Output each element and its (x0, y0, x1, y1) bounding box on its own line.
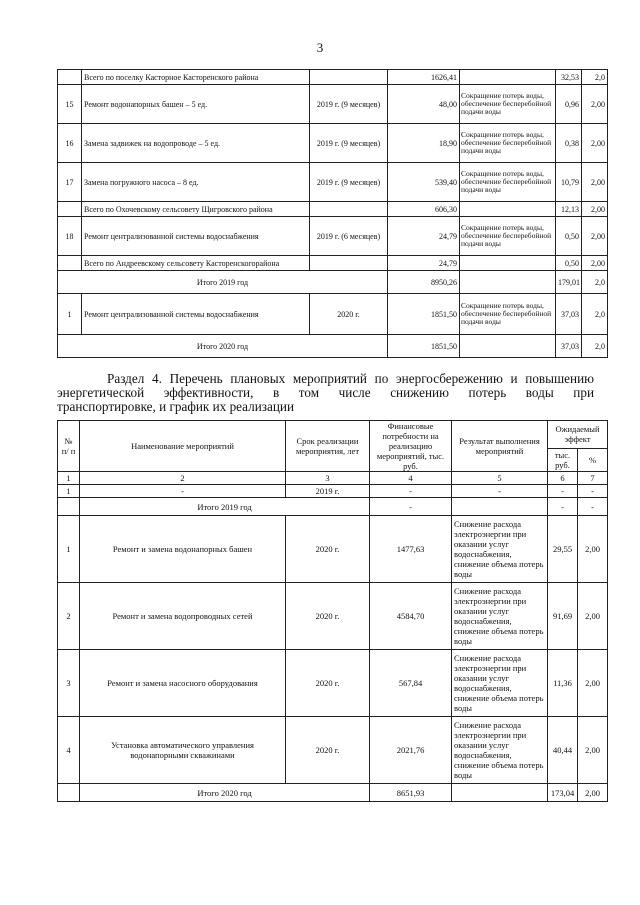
effect-pct-cell: 2,00 (578, 583, 608, 650)
row-number-cell: 1 (58, 485, 80, 498)
row-number-cell: 18 (58, 217, 82, 256)
term-cell (310, 202, 388, 217)
row-number-cell: 16 (58, 124, 82, 163)
table-row (58, 516, 608, 583)
effect-tys-cell: 32,53 (556, 70, 582, 85)
effect-tys-cell: 173,04 (548, 784, 578, 802)
result-cell (460, 256, 556, 271)
effect-pct-cell: 2,00 (578, 516, 608, 583)
cost-cell: 1851,50 (388, 294, 460, 335)
effect-pct-cell: 2,00 (582, 85, 608, 124)
row-number-cell: 3 (58, 650, 80, 717)
cost-cell: 24,79 (388, 256, 460, 271)
effect-pct-cell: - (578, 485, 608, 498)
header-pct: % (578, 448, 608, 471)
section-heading-line: энергетической эффективности, в том числе снижению потерь воды при (57, 385, 594, 400)
table-row (58, 485, 608, 498)
column-number-cell: 5 (452, 472, 548, 485)
result-cell (460, 202, 556, 217)
measure-name-cell: Ремонт и замена насосного оборудования (80, 650, 286, 717)
measure-name-cell: Ремонт и замена водонапорных башен (80, 516, 286, 583)
header-cost: Финансовые потребности на реализацию мероприятий, тыс. руб. (370, 421, 452, 472)
effect-pct-cell: 2,00 (582, 202, 608, 217)
cost-cell: 567,84 (370, 650, 452, 717)
effect-pct-cell: 2,00 (582, 124, 608, 163)
energy-saving-measures-table (57, 420, 608, 802)
result-cell: Сокращение потерь воды, обеспечение бесперебойной подачи воды (460, 163, 556, 202)
measure-name-cell: Ремонт централизованной системы водоснабжения (82, 294, 310, 335)
effect-tys-cell: 0,50 (556, 217, 582, 256)
section-heading-line: транспортировке, и график их реализации (57, 399, 295, 414)
row-number-cell (58, 498, 80, 516)
term-cell: 2019 г. (9 месяцев) (310, 163, 388, 202)
table-row (58, 70, 608, 85)
table-row (58, 85, 608, 124)
effect-tys-cell: 12,13 (556, 202, 582, 217)
row-number-cell: 1 (58, 516, 80, 583)
column-number-cell: 1 (58, 472, 80, 485)
effect-tys-cell: 179,01 (556, 271, 582, 294)
table-row (58, 717, 608, 784)
row-number-cell: 4 (58, 717, 80, 784)
effect-tys-cell: 11,36 (548, 650, 578, 717)
effect-pct-cell: 2,00 (582, 217, 608, 256)
table-row (58, 335, 608, 358)
table-row (58, 202, 608, 217)
table-row (58, 784, 608, 802)
result-cell (452, 498, 548, 516)
effect-pct-cell: 2,00 (582, 256, 608, 271)
effect-tys-cell: 10,79 (556, 163, 582, 202)
total-label: Итого 2020 год (80, 784, 370, 802)
term-cell: 2020 г. (310, 294, 388, 335)
column-number-cell: 6 (548, 472, 578, 485)
header-term: Срок реализации мероприятия, лет (286, 421, 370, 472)
table-row (58, 217, 608, 256)
effect-pct-cell: 2,0 (582, 70, 608, 85)
table-row (58, 294, 608, 335)
total-label: Итого 2019 год (58, 271, 388, 294)
row-number-cell: 1 (58, 294, 82, 335)
effect-tys-cell: 40,44 (548, 717, 578, 784)
cost-cell: 48,00 (388, 85, 460, 124)
effect-tys-cell: 37,03 (556, 294, 582, 335)
column-number-cell: 4 (370, 472, 452, 485)
column-number-cell: 7 (578, 472, 608, 485)
row-number-cell: 2 (58, 583, 80, 650)
result-cell: Снижение расхода электроэнергии при оказании услуг водоснабжения, снижение объема потерь воды (452, 717, 548, 784)
effect-tys-cell: 0,38 (556, 124, 582, 163)
header-result: Результат выполнения мероприятий (452, 421, 548, 472)
effect-tys-cell: 37,03 (556, 335, 582, 358)
row-number-cell (58, 70, 82, 85)
subtotal-label: Всего по Андреевскому сельсовету Касторенскогорайона (82, 256, 310, 271)
effect-pct-cell: 2,00 (578, 784, 608, 802)
row-number-cell: 17 (58, 163, 82, 202)
effect-tys-cell: - (548, 498, 578, 516)
subtotal-label: Всего по поселку Касторное Касторенского района (82, 70, 310, 85)
effect-tys-cell: 0,50 (556, 256, 582, 271)
subtotal-label: Всего по Охочевскому сельсовету Щигровского района (82, 202, 310, 217)
result-cell: Сокращение потерь воды, обеспечение бесперебойной подачи воды (460, 217, 556, 256)
result-cell: Сокращение потерь воды, обеспечение бесперебойной подачи воды (460, 294, 556, 335)
cost-cell: 24,79 (388, 217, 460, 256)
cost-cell: 1626,41 (388, 70, 460, 85)
effect-pct-cell: 2,00 (578, 650, 608, 717)
term-cell: 2020 г. (286, 583, 370, 650)
cost-cell: 8651,93 (370, 784, 452, 802)
row-number-cell (58, 784, 80, 802)
column-number-cell: 2 (80, 472, 286, 485)
section-heading-line: Раздел 4. Перечень плановых мероприятий по энергосбережению и повышению (107, 371, 594, 386)
term-cell: 2019 г. (286, 485, 370, 498)
effect-pct-cell: 2,00 (582, 163, 608, 202)
table-row (58, 650, 608, 717)
section-heading (57, 372, 594, 414)
table-row (58, 124, 608, 163)
measure-name-cell: Ремонт водонапорных башен – 5 ед. (82, 85, 310, 124)
measure-name-cell: Замена погружного насоса – 8 ед. (82, 163, 310, 202)
result-cell: Сокращение потерь воды, обеспечение бесперебойной подачи воды (460, 124, 556, 163)
result-cell: Сокращение потерь воды, обеспечение бесперебойной подачи воды (460, 85, 556, 124)
result-cell (460, 271, 556, 294)
measure-name-cell: Установка автоматического управления водонапорными скважинами (80, 717, 286, 784)
effect-pct-cell: 2,00 (578, 717, 608, 784)
header-tys: тыс. руб. (548, 448, 578, 471)
page-number: 3 (316, 40, 324, 55)
column-number-cell: 3 (286, 472, 370, 485)
term-cell (310, 256, 388, 271)
result-cell (460, 70, 556, 85)
row-number-cell (58, 256, 82, 271)
measure-name-cell: Ремонт централизованной системы водоснабжения (82, 217, 310, 256)
effect-tys-cell: 91,69 (548, 583, 578, 650)
result-cell (452, 784, 548, 802)
measure-name-cell: Ремонт и замена водопроводных сетей (80, 583, 286, 650)
term-cell (310, 70, 388, 85)
measure-name-cell: - (80, 485, 286, 498)
table-row (58, 498, 608, 516)
effect-tys-cell: - (548, 485, 578, 498)
table-row (58, 163, 608, 202)
cost-cell: 18,90 (388, 124, 460, 163)
cost-cell: - (370, 485, 452, 498)
effect-pct-cell: 2,0 (582, 271, 608, 294)
row-number-cell (58, 202, 82, 217)
previous-section-table (57, 69, 608, 358)
cost-cell: 8950,26 (388, 271, 460, 294)
result-cell: Снижение расхода электроэнергии при оказании услуг водоснабжения, снижение объема потерь воды (452, 516, 548, 583)
measure-name-cell: Замена задвижек на водопроводе – 5 ед. (82, 124, 310, 163)
term-cell: 2020 г. (286, 717, 370, 784)
header-effect: Ожидаемый эффект (548, 421, 608, 449)
cost-cell: 606,30 (388, 202, 460, 217)
header-name: Наименование мероприятий (80, 421, 286, 472)
term-cell: 2020 г. (286, 650, 370, 717)
result-cell: Снижение расхода электроэнергии при оказании услуг водоснабжения, снижение объема потерь воды (452, 650, 548, 717)
table-row (58, 271, 608, 294)
table-row (58, 583, 608, 650)
column-numbers-row (58, 472, 608, 485)
term-cell: 2019 г. (9 месяцев) (310, 124, 388, 163)
row-number-cell: 15 (58, 85, 82, 124)
cost-cell: 1851,50 (388, 335, 460, 358)
total-label: Итого 2019 год (80, 498, 370, 516)
cost-cell: 1477,63 (370, 516, 452, 583)
cost-cell: 4584,70 (370, 583, 452, 650)
result-cell: - (452, 485, 548, 498)
cost-cell: 2021,76 (370, 717, 452, 784)
effect-tys-cell: 29,55 (548, 516, 578, 583)
cost-cell: 539,40 (388, 163, 460, 202)
result-cell (460, 335, 556, 358)
effect-pct-cell: 2,0 (582, 294, 608, 335)
total-label: Итого 2020 год (58, 335, 388, 358)
cost-cell: - (370, 498, 452, 516)
effect-pct-cell: - (578, 498, 608, 516)
table-row (58, 256, 608, 271)
header-num: № п/ п (58, 421, 80, 472)
term-cell: 2019 г. (6 месяцев) (310, 217, 388, 256)
result-cell: Снижение расхода электроэнергии при оказании услуг водоснабжения, снижение объема потерь воды (452, 583, 548, 650)
term-cell: 2020 г. (286, 516, 370, 583)
term-cell: 2019 г. (9 месяцев) (310, 85, 388, 124)
effect-tys-cell: 0,96 (556, 85, 582, 124)
effect-pct-cell: 2,0 (582, 335, 608, 358)
